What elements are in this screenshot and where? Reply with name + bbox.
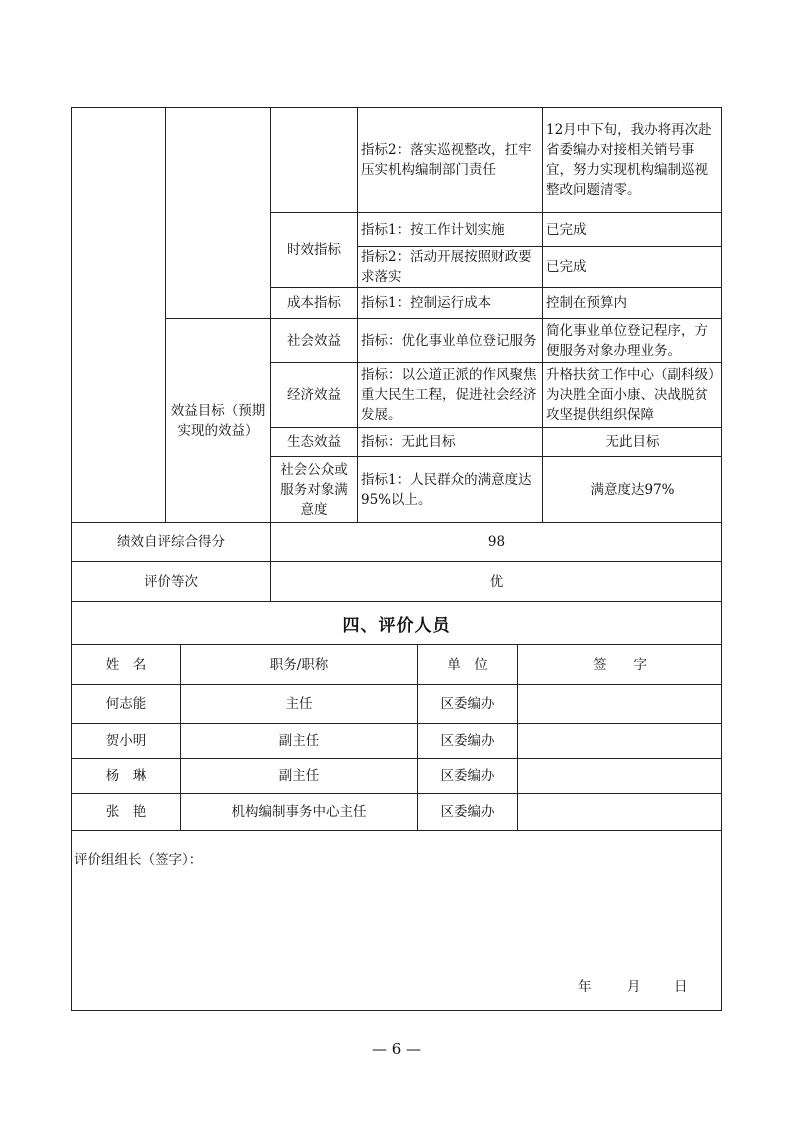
indicator-cell: 指标：无此目标 — [361, 434, 456, 450]
indicator-cell: 指标：以公道正派的作风聚焦重大民生工程，促进社会经济发展。 — [361, 367, 537, 423]
page-number: — 6 — — [371, 1040, 422, 1058]
person-name: 杨 琳 — [105, 768, 147, 784]
value-cell: 无此目标 — [605, 434, 660, 450]
person-position: 机构编制事务中心主任 — [231, 804, 367, 820]
category-cell: 社会效益 — [287, 332, 341, 349]
header-unit: 单 位 — [447, 656, 488, 673]
person-unit: 区委编办 — [440, 804, 495, 820]
category-cell: 时效指标 — [287, 242, 341, 258]
score-label: 绩效自评综合得分 — [117, 534, 225, 550]
header-signature: 签 字 — [593, 656, 647, 673]
indicator-cell: 指标2：活动开展按照财政要求落实 — [361, 249, 532, 285]
person-signature — [518, 794, 722, 830]
category-cell: 经济效益 — [287, 387, 341, 403]
date-year: 年 — [578, 979, 592, 995]
person-name: 贺小明 — [105, 733, 147, 749]
person-signature — [518, 724, 722, 758]
score-value: 98 — [487, 534, 506, 550]
person-unit: 区委编办 — [440, 768, 495, 784]
person-name: 张 艳 — [105, 804, 147, 820]
header-name: 姓 名 — [105, 656, 147, 673]
value-cell: 12月中下旬，我办将再次赴省委编办对接相关销号事宜，努力实现机构编制巡视整改问题清零。 — [546, 122, 712, 198]
section-title: 四、评价人员 — [342, 615, 451, 636]
person-unit: 区委编办 — [440, 696, 495, 712]
value-cell: 简化事业单位登记程序，方便服务对象办理业务。 — [546, 322, 708, 359]
category-cell: 成本指标 — [287, 295, 341, 311]
value-cell: 已完成 — [546, 259, 587, 275]
indicator-cell: 指标1：按工作计划实施 — [361, 221, 505, 238]
person-signature — [518, 759, 722, 793]
header-position: 职务/职称 — [269, 656, 329, 673]
grade-label: 评价等次 — [144, 574, 198, 590]
table-line — [71, 830, 722, 831]
indicator-cell: 指标1：控制运行成本 — [361, 295, 492, 311]
indicator-cell: 指标：优化事业单位登记服务 — [361, 332, 537, 349]
leader-signature-label: 评价组组长（签字）： — [74, 852, 203, 868]
person-position: 副主任 — [278, 733, 320, 749]
indicator-cell: 指标1：人民群众的满意度达95%以上。 — [361, 471, 532, 508]
person-name: 何志能 — [105, 696, 147, 712]
benefit-goal-label: 效益目标（预期实现的效益） — [170, 402, 266, 439]
person-position: 副主任 — [278, 768, 320, 784]
value-cell: 升格扶贫工作中心（副科级）为决胜全面小康、决战脱贫攻坚提供组织保障 — [546, 367, 715, 423]
person-signature — [518, 685, 722, 723]
value-cell: 控制在预算内 — [546, 295, 627, 311]
person-unit: 区委编办 — [440, 733, 495, 749]
category-cell: 生态效益 — [287, 434, 341, 450]
value-cell: 满意度达97% — [590, 481, 675, 498]
person-position: 主任 — [285, 696, 313, 712]
date-day: 日 — [674, 979, 688, 995]
category-cell: 社会公众或服务对象满意度 — [280, 461, 348, 518]
date-month: 月 — [627, 979, 641, 995]
value-cell: 已完成 — [546, 221, 587, 238]
grade-value: 优 — [489, 574, 504, 590]
indicator-cell: 指标2：落实巡视整改，扛牢压实机构编制部门责任 — [361, 142, 532, 178]
